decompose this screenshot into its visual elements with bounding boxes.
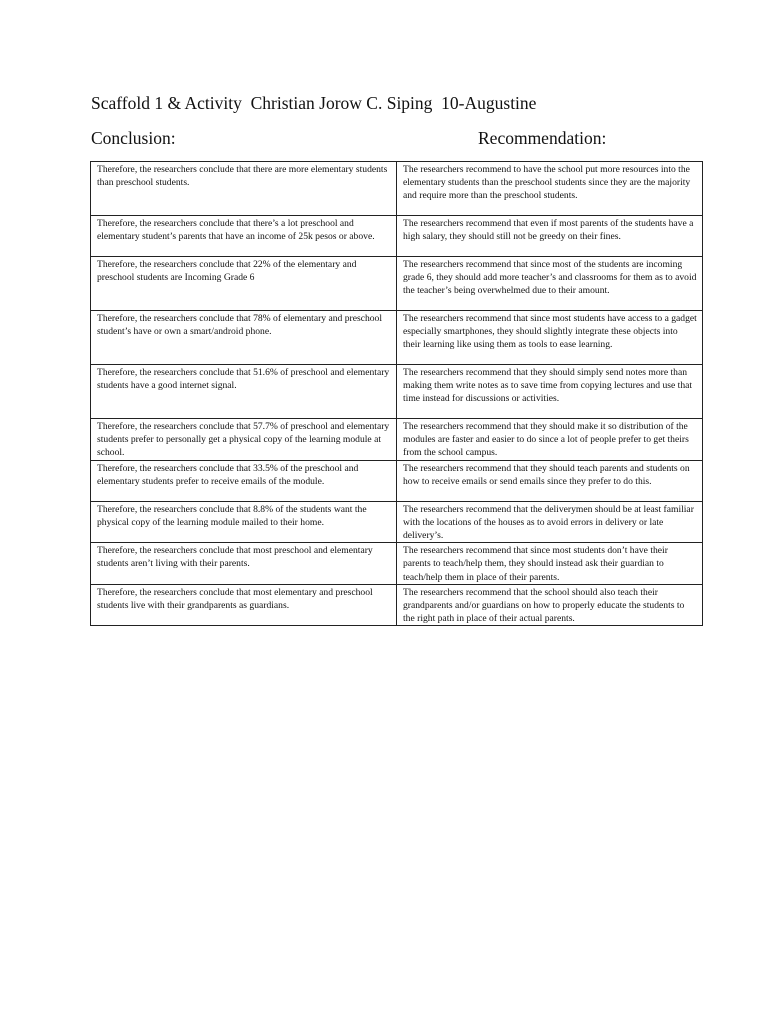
conclusion-recommendation-table: [90, 161, 703, 626]
table-row: [91, 460, 703, 501]
table-row: [91, 501, 703, 543]
recommendation-cell: The researchers recommend that since most students have access to a gadget especially smartphones, they should slightly integrate these objects into their learning like using them as tools to ease learning.: [397, 311, 703, 365]
recommendation-heading: Recommendation:: [478, 128, 607, 148]
conclusion-cell: Therefore, the researchers conclude that 8.8% of the students want the physical copy of the learning module mailed to their home.: [91, 501, 397, 543]
table-row: [91, 419, 703, 461]
table-row: [91, 257, 703, 311]
table-row: [91, 216, 703, 257]
conclusion-cell: Therefore, the researchers conclude that 57.7% of preschool and elementary students prefer to personally get a physical copy of the learning module at school.: [91, 419, 397, 461]
recommendation-cell: The researchers recommend that they should make it so distribution of the modules are faster and easier to do since a lot of people prefer to get theirs from the school campus.: [397, 419, 703, 461]
conclusion-cell: Therefore, the researchers conclude that most elementary and preschool students live with their grandparents as guardians.: [91, 584, 397, 626]
recommendation-cell: The researchers recommend that even if most parents of the students have a high salary, they should still not be greedy on their fines.: [397, 216, 703, 257]
table-row: [91, 162, 703, 216]
recommendation-cell: The researchers recommend to have the school put more resources into the elementary students than the preschool students since they are the majority and require more than the preschool students.: [397, 162, 703, 216]
recommendation-cell: The researchers recommend that since most students don’t have their parents to teach/help them, they should instead ask their guardian to teach/help them in place of their parents.: [397, 543, 703, 585]
conclusion-heading: Conclusion:: [91, 128, 176, 148]
conclusion-cell: Therefore, the researchers conclude that 22% of the elementary and preschool students are Incoming Grade 6: [91, 257, 397, 311]
table-row: [91, 311, 703, 365]
recommendation-cell: The researchers recommend that they should teach parents and students on how to receive emails or send emails since they prefer to do this.: [397, 460, 703, 501]
recommendation-cell: The researchers recommend that the school should also teach their grandparents and/or guardians on how to properly educate the students to the right path in place of their actual parents.: [397, 584, 703, 626]
document-title: Scaffold 1 & Activity Christian Jorow C. Siping 10-Augustine: [91, 93, 537, 113]
recommendation-cell: The researchers recommend that since most of the students are incoming grade 6, they should add more teacher’s and classrooms for them as to avoid the teacher’s being overwhelmed due to their amount.: [397, 257, 703, 311]
conclusion-cell: Therefore, the researchers conclude that 78% of elementary and preschool student’s have or own a smart/android phone.: [91, 311, 397, 365]
conclusion-cell: Therefore, the researchers conclude that there are more elementary students than preschool students.: [91, 162, 397, 216]
table-row: [91, 584, 703, 626]
recommendation-cell: The researchers recommend that the deliverymen should be at least familiar with the locations of the houses as to avoid errors in delivery or late delivery’s.: [397, 501, 703, 543]
conclusion-cell: Therefore, the researchers conclude that 51.6% of preschool and elementary students have a good internet signal.: [91, 365, 397, 419]
table-row: [91, 365, 703, 419]
conclusion-cell: Therefore, the researchers conclude that 33.5% of the preschool and elementary students prefer to receive emails of the module.: [91, 460, 397, 501]
table-row: [91, 543, 703, 585]
conclusion-cell: Therefore, the researchers conclude that most preschool and elementary students aren’t living with their parents.: [91, 543, 397, 585]
conclusion-cell: Therefore, the researchers conclude that there’s a lot preschool and elementary student’s parents that have an income of 25k pesos or above.: [91, 216, 397, 257]
recommendation-cell: The researchers recommend that they should simply send notes more than making them write notes as to save time from copying lectures and use that time instead for discussions or activities.: [397, 365, 703, 419]
